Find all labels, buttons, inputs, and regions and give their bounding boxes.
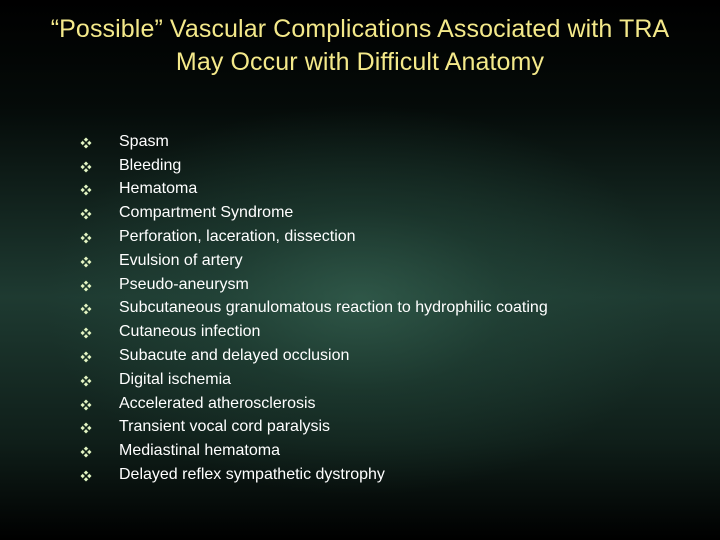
list-item-label: Spasm bbox=[119, 132, 169, 150]
list-item bbox=[80, 130, 548, 154]
list-item bbox=[80, 392, 548, 416]
diamond-clover-icon bbox=[80, 350, 92, 362]
list-item bbox=[80, 297, 548, 321]
list-item bbox=[80, 416, 548, 440]
diamond-clover-icon bbox=[80, 398, 92, 410]
list-item-label: Subcutaneous granulomatous reaction to hydrophilic coating bbox=[119, 299, 548, 317]
list-item bbox=[80, 439, 548, 463]
diamond-clover-icon bbox=[80, 160, 92, 172]
diamond-clover-icon bbox=[80, 326, 92, 338]
list-item-label: Compartment Syndrome bbox=[119, 204, 294, 222]
list-item-label: Mediastinal hematoma bbox=[119, 442, 280, 460]
list-item-label: Accelerated atherosclerosis bbox=[119, 394, 316, 412]
list-item-label: Digital ischemia bbox=[119, 370, 232, 388]
list-item bbox=[80, 344, 548, 368]
complications-list bbox=[80, 130, 548, 487]
list-item bbox=[80, 201, 548, 225]
diamond-clover-icon bbox=[80, 255, 92, 267]
diamond-clover-icon bbox=[80, 207, 92, 219]
list-item-label: Transient vocal cord paralysis bbox=[119, 418, 331, 436]
list-item-label: Subacute and delayed occlusion bbox=[119, 347, 350, 365]
title-line-2: May Occur with Difficult Anatomy bbox=[175, 48, 545, 76]
list-item-label: Cutaneous infection bbox=[119, 323, 261, 341]
diamond-clover-icon bbox=[80, 136, 92, 148]
list-item bbox=[80, 463, 548, 487]
diamond-clover-icon bbox=[80, 469, 92, 481]
diamond-clover-icon bbox=[80, 183, 92, 195]
list-item bbox=[80, 178, 548, 202]
list-item bbox=[80, 368, 548, 392]
list-item bbox=[80, 320, 548, 344]
list-item-label: Bleeding bbox=[119, 156, 182, 174]
diamond-clover-icon bbox=[80, 421, 92, 433]
list-item-label: Delayed reflex sympathetic dystrophy bbox=[119, 466, 385, 484]
diamond-clover-icon bbox=[80, 231, 92, 243]
list-item-label: Evulsion of artery bbox=[119, 251, 243, 269]
diamond-clover-icon bbox=[80, 279, 92, 291]
diamond-clover-icon bbox=[80, 302, 92, 314]
title-line-1: “Possible” Vascular Complications Associated with TRA bbox=[50, 15, 670, 43]
diamond-clover-icon bbox=[80, 374, 92, 386]
list-item-label: Hematoma bbox=[119, 180, 198, 198]
list-item bbox=[80, 154, 548, 178]
list-item bbox=[80, 249, 548, 273]
list-item bbox=[80, 225, 548, 249]
list-item bbox=[80, 273, 548, 297]
list-item-label: Pseudo-aneurysm bbox=[119, 275, 249, 293]
diamond-clover-icon bbox=[80, 445, 92, 457]
slide-title bbox=[0, 13, 720, 79]
list-item-label: Perforation, laceration, dissection bbox=[119, 228, 356, 246]
